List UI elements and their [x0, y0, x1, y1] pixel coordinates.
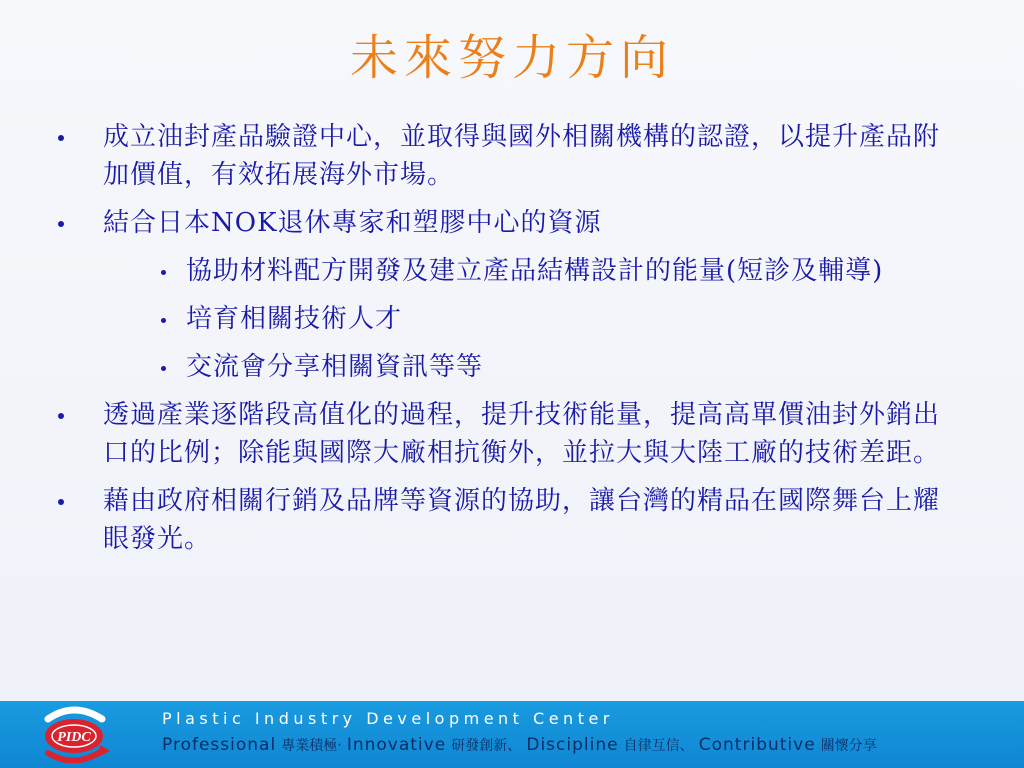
sub-bullet-list [153, 252, 958, 386]
value-zh: 研發創新 [451, 738, 508, 754]
bullet-item: 藉由政府相關行銷及品牌等資源的協助，讓台灣的精品在國際舞台上耀眼發光。 [58, 482, 958, 558]
value-zh: 關懷分享 [820, 738, 877, 754]
value-separator: 、 [507, 738, 522, 754]
slide-content [58, 118, 958, 568]
value-separator: ‧ [337, 738, 342, 754]
value-zh: 專業積極 [281, 738, 338, 754]
value-en: Discipline [526, 735, 619, 755]
value-separator: 、 [679, 738, 694, 754]
sub-bullet-item: 交流會分享相關資訊等等 [153, 348, 958, 386]
bullet-item: 透過產業逐階段高值化的過程，提升技術能量，提高高單價油封外銷出口的比例；除能與國際大廠相抗衡外，並拉大與大陸工廠的技術差距。 [58, 396, 958, 472]
organization-name: Plastic Industry Development Center [162, 709, 614, 728]
footer-banner [0, 701, 1024, 768]
bullet-item [58, 204, 958, 386]
sub-bullet-item: 協助材料配方開發及建立產品結構設計的能量(短診及輔導) [153, 252, 958, 290]
sub-bullet-item: 培育相關技術人才 [153, 300, 958, 338]
value-en: Contributive [698, 735, 816, 755]
core-values-tagline [162, 735, 877, 755]
value-en: Innovative [346, 735, 447, 755]
slide-title: 未來努力方向 [349, 30, 674, 86]
bullet-text: 結合日本NOK退休專家和塑膠中心的資源 [103, 208, 602, 238]
pidc-logo-icon [34, 705, 114, 763]
bullet-item: 成立油封產品驗證中心，並取得與國外相關機構的認證，以提升產品附加價值，有效拓展海外市場。 [58, 118, 958, 194]
value-en: Professional [162, 735, 277, 755]
logo-text: PIDC [57, 730, 91, 745]
value-zh: 自律互信 [623, 738, 680, 754]
